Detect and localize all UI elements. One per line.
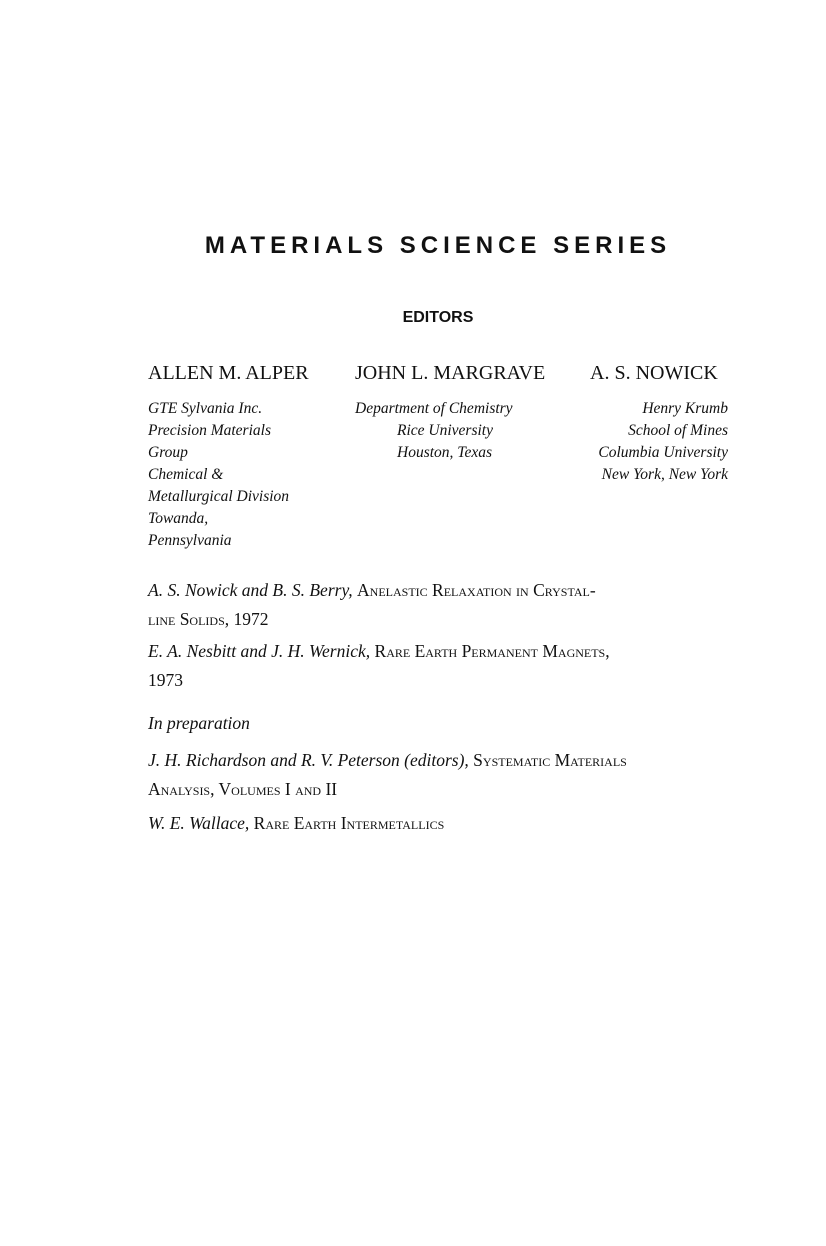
editor-affiliation-alper [148,398,289,552]
in-preparation-heading: In preparation [148,713,250,733]
affiliation-line: Houston, Texas [397,444,493,461]
affiliation-line: Towanda, [148,510,209,527]
editor-name-nowick: A. S. NOWICK [590,362,718,384]
book-title: Systematic Materials [473,750,627,770]
affiliation-line: Department of Chemistry [355,400,513,417]
book-title: line Solids, [148,609,230,629]
book-year: 1973 [148,670,183,690]
editor-name-margrave: JOHN L. MARGRAVE [355,362,546,384]
affiliation-line: Rice University [397,422,493,439]
book-authors: J. H. Richardson and R. V. Peterson (editors), [148,750,469,770]
affiliation-line: GTE Sylvania Inc. [148,400,263,417]
editor-affiliation-nowick [598,398,728,486]
book-entry-wallace [148,809,738,838]
affiliation-line: School of Mines [628,422,728,439]
affiliation-line: Group [148,444,188,461]
affiliation-line: New York, New York [601,466,728,483]
affiliation-line: Columbia University [598,444,728,461]
book-entry-nowick-berry [148,576,738,634]
book-entry-richardson-peterson [148,746,738,804]
editor-name-alper: ALLEN M. ALPER [148,362,309,384]
affiliation-line: Henry Krumb [642,400,728,417]
book-authors: W. E. Wallace, [148,813,250,833]
book-entry-nesbitt-wernick [148,637,738,695]
book-authors: A. S. Nowick and B. S. Berry, [148,580,353,600]
book-year: 1972 [233,609,269,629]
editors-heading: EDITORS [402,309,474,326]
book-title: Anelastic Relaxation in Crystal- [357,580,596,600]
affiliation-line: Precision Materials [148,422,271,439]
book-title: Rare Earth Intermetallics [253,813,445,833]
affiliation-line: Metallurgical Division [148,488,290,505]
affiliation-line: Chemical & [148,466,224,483]
book-title: Rare Earth Permanent Magnets, [374,641,610,661]
book-title: Analysis, Volumes I and II [148,779,338,799]
editor-affiliation-margrave [355,398,513,464]
series-title: MATERIALS SCIENCE SERIES [204,232,672,259]
affiliation-line: Pennsylvania [148,532,232,549]
book-authors: E. A. Nesbitt and J. H. Wernick, [148,641,371,661]
